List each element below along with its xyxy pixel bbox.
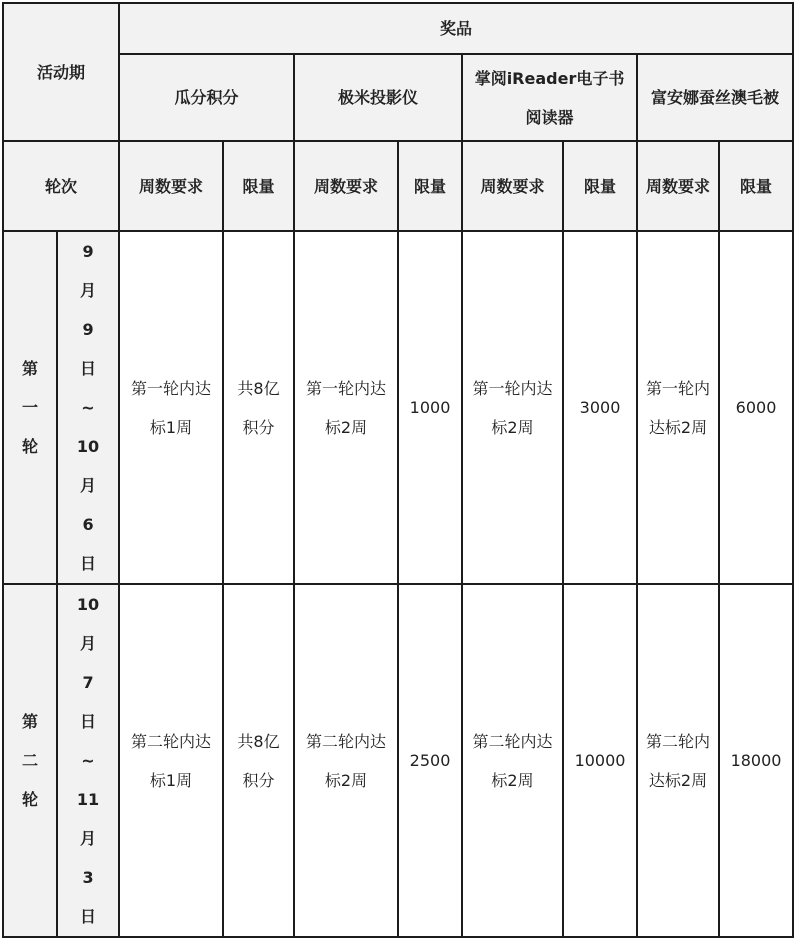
requirement-cell: 第二轮内达标2周 (462, 584, 563, 937)
activity-period-header: 活动期 (3, 3, 119, 141)
round-text: 第 一 轮 (21, 359, 38, 456)
period-label (57, 231, 119, 584)
prize-name: 极米投影仪 (294, 54, 462, 141)
prize-table (2, 2, 794, 938)
round-header: 轮次 (3, 141, 119, 231)
requirement-cell: 第一轮内达标2周 (637, 231, 719, 584)
weeks-requirement-header: 周数要求 (462, 141, 563, 231)
period-text: 10 月 7 日 ~ 11 月 3 日 (76, 595, 100, 926)
round-label (3, 231, 57, 584)
limit-header: 限量 (563, 141, 637, 231)
limit-cell: 18000 (719, 584, 793, 937)
requirement-cell: 第一轮内达标2周 (294, 231, 398, 584)
weeks-requirement-header: 周数要求 (637, 141, 719, 231)
limit-cell: 1000 (398, 231, 462, 584)
limit-cell: 6000 (719, 231, 793, 584)
requirement-cell: 第二轮内达标2周 (637, 584, 719, 937)
period-text: 9 月 9 日 ~ 10 月 6 日 (76, 242, 100, 573)
limit-cell: 2500 (398, 584, 462, 937)
requirement-cell: 第一轮内达标2周 (462, 231, 563, 584)
table-row (3, 584, 793, 937)
prize-name: 瓜分积分 (119, 54, 294, 141)
prize-name: 富安娜蚕丝澳毛被 (637, 54, 793, 141)
requirement-cell: 第二轮内达标2周 (294, 584, 398, 937)
limit-cell: 共8亿积分 (223, 584, 294, 937)
limit-header: 限量 (719, 141, 793, 231)
prize-name: 掌阅iReader电子书阅读器 (462, 54, 637, 141)
limit-header: 限量 (223, 141, 294, 231)
limit-cell: 共8亿积分 (223, 231, 294, 584)
requirement-cell: 第一轮内达标1周 (119, 231, 223, 584)
weeks-requirement-header: 周数要求 (294, 141, 398, 231)
requirement-cell: 第二轮内达标1周 (119, 584, 223, 937)
round-text: 第 二 轮 (21, 712, 38, 809)
weeks-requirement-header: 周数要求 (119, 141, 223, 231)
limit-cell: 10000 (563, 584, 637, 937)
period-label (57, 584, 119, 937)
round-label (3, 584, 57, 937)
limit-cell: 3000 (563, 231, 637, 584)
prizes-header: 奖品 (119, 3, 793, 54)
limit-header: 限量 (398, 141, 462, 231)
table-row (3, 231, 793, 584)
